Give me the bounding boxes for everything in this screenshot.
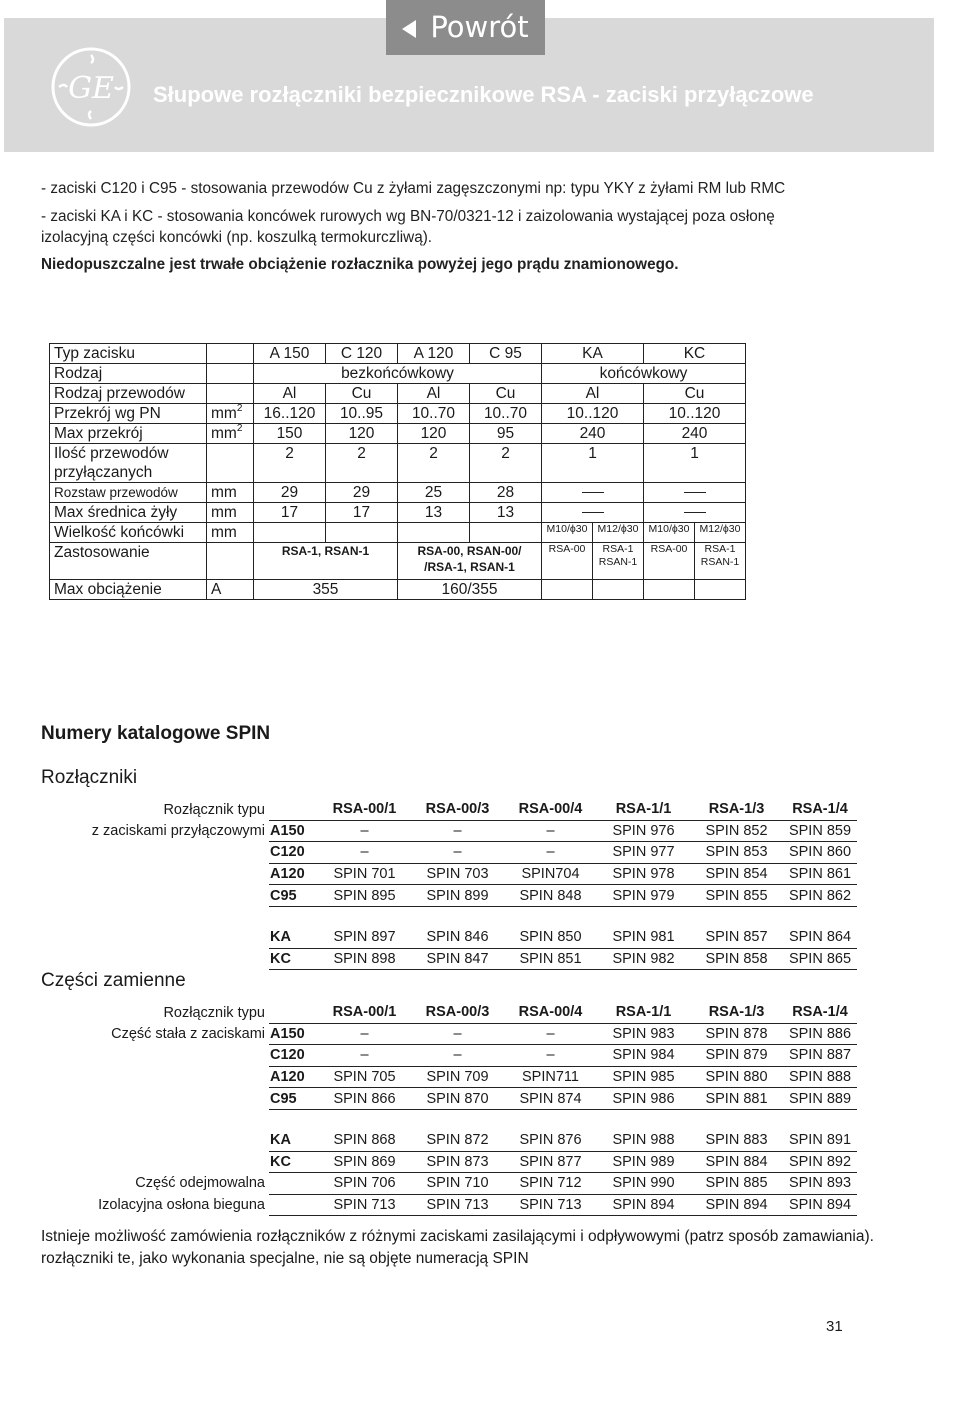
catalog-cell: SPIN 878 — [690, 1023, 783, 1045]
catalog-cell: SPIN 709 — [411, 1066, 504, 1088]
catalog-cell: SPIN 847 — [411, 948, 504, 970]
spec-cell: 10..120 — [542, 404, 644, 424]
catalog-cell: SPIN 852 — [690, 820, 783, 842]
catalog-cell: – — [504, 1045, 597, 1067]
spec-row-zastosowanie — [50, 543, 746, 580]
table-row — [70, 1023, 857, 1045]
catalog-cell: SPIN 710 — [411, 1173, 504, 1195]
catalog-cell: SPIN 855 — [690, 885, 783, 907]
catalog-table-spare-parts — [70, 1002, 857, 1216]
catalog-cell: SPIN 985 — [597, 1066, 690, 1088]
table-row — [70, 927, 857, 948]
catalog-cell: SPIN 869 — [318, 1151, 411, 1173]
table-row — [70, 1088, 857, 1110]
spec-row-przekroj — [50, 404, 746, 424]
spec-cell: KA — [542, 344, 644, 364]
spec-unit: A — [207, 580, 254, 600]
spec-cell: A 120 — [398, 344, 470, 364]
spec-unit: mm — [207, 523, 254, 543]
catalog-cell: SPIN 858 — [690, 948, 783, 970]
dash-mark — [582, 492, 604, 493]
catalog-heading: Numery katalogowe SPIN — [41, 723, 271, 744]
back-arrow-icon — [402, 20, 416, 38]
spec-label: Rodzaj — [50, 364, 207, 384]
back-button-label: Powrót — [430, 10, 529, 44]
spec-cell: M10/ϕ30 — [644, 523, 695, 543]
catalog-cell: SPIN 895 — [318, 885, 411, 907]
spec-row-obciazenie — [50, 580, 746, 600]
catalog-cell: SPIN 877 — [504, 1151, 597, 1173]
catalog-cell: SPIN 977 — [597, 842, 690, 864]
spec-cell: M12/ϕ30 — [695, 523, 746, 543]
spec-cell: Al — [542, 384, 644, 404]
column-header: RSA-00/1 — [318, 799, 411, 820]
spec-row-wielkosc — [50, 523, 746, 543]
spec-label: Typ zacisku — [50, 344, 207, 364]
spec-cell: 16..120 — [254, 404, 326, 424]
spec-cell: 28 — [470, 483, 542, 503]
spec-cell: M12/ϕ30 — [593, 523, 644, 543]
terminal-code: C95 — [269, 885, 318, 907]
catalog-cell: SPIN 874 — [504, 1088, 597, 1110]
spec-cell: RSA-00 — [644, 543, 695, 580]
terminal-code: C120 — [269, 1045, 318, 1067]
catalog-cell: SPIN 712 — [504, 1173, 597, 1195]
spec-cell: 240 — [644, 424, 746, 444]
page-title: Słupowe rozłączniki bezpiecznikowe RSA - zaciski przyłączowe — [153, 82, 814, 107]
spec-cell-dash — [644, 503, 746, 523]
spec-row-max-przekroj — [50, 424, 746, 444]
spec-label: Przekrój wg PN — [50, 404, 207, 424]
table-row — [70, 885, 857, 907]
table-row — [70, 842, 857, 864]
row-label: Rozłącznik typu — [163, 801, 265, 818]
row-label: z zaciskami przyłączowymi — [91, 822, 265, 839]
catalog-cell: SPIN 981 — [597, 927, 690, 948]
spec-label-line: Ilość przewodów — [54, 445, 169, 462]
spec-cell: 17 — [254, 503, 326, 523]
table-row — [70, 1173, 857, 1195]
column-header: RSA-1/3 — [690, 1002, 783, 1023]
terminal-code: A150 — [269, 1023, 318, 1045]
spec-cell: 10..70 — [398, 404, 470, 424]
catalog-header-row — [70, 799, 857, 820]
catalog-cell: SPIN 703 — [411, 863, 504, 885]
row-label: Część odejmowalna — [135, 1175, 265, 1192]
spec-label: Zastosowanie — [50, 543, 207, 580]
catalog-cell: SPIN 876 — [504, 1130, 597, 1151]
spec-row-ilosc — [50, 444, 746, 483]
catalog-cell: SPIN 846 — [411, 927, 504, 948]
spec-cell: A 150 — [254, 344, 326, 364]
table-row — [70, 1066, 857, 1088]
spec-cell: RSA-00 — [542, 543, 593, 580]
table-row — [70, 820, 857, 842]
catalog-cell: SPIN711 — [504, 1066, 597, 1088]
catalog-cell: – — [318, 1023, 411, 1045]
catalog-cell: SPIN 899 — [411, 885, 504, 907]
cell-line: /RSA-1, RSAN-1 — [424, 560, 515, 574]
spec-label: Rozstaw przewodów — [50, 483, 207, 503]
spec-label: Max przekrój — [50, 424, 207, 444]
terminal-code: KC — [269, 1151, 318, 1173]
catalog-cell: – — [504, 820, 597, 842]
spec-cell: 29 — [326, 483, 398, 503]
cell-line: RSA-00, RSAN-00/ — [417, 544, 522, 558]
footer-note: Istnieje możliwość zamówienia rozłączników z różnymi zaciskami zasilającymi i odpływowymi (patrz sposób zamawiania). rozłączniki te, jako wykonania specjalne, nie są objęte numeracją SPIN — [41, 1228, 874, 1267]
spec-table — [49, 343, 746, 600]
catalog-cell: SPIN 879 — [690, 1045, 783, 1067]
spec-cell: 150 — [254, 424, 326, 444]
spec-cell: 25 — [398, 483, 470, 503]
catalog-cell: SPIN 848 — [504, 885, 597, 907]
catalog-cell: SPIN 894 — [783, 1194, 857, 1216]
catalog-cell: SPIN 886 — [783, 1023, 857, 1045]
terminal-code: A150 — [269, 820, 318, 842]
catalog-cell: – — [318, 820, 411, 842]
spec-unit — [207, 424, 254, 444]
section-heading-switches: Rozłączniki — [41, 767, 138, 788]
catalog-cell: SPIN 884 — [690, 1151, 783, 1173]
cell-line: RSAN-1 — [700, 556, 740, 568]
catalog-cell: SPIN 976 — [597, 820, 690, 842]
column-header: RSA-1/4 — [783, 1002, 857, 1023]
catalog-cell: SPIN 851 — [504, 948, 597, 970]
catalog-cell: – — [411, 842, 504, 864]
catalog-cell: SPIN 894 — [597, 1194, 690, 1216]
spec-cell: Cu — [644, 384, 746, 404]
catalog-cell: SPIN 887 — [783, 1045, 857, 1067]
catalog-cell: SPIN 893 — [783, 1173, 857, 1195]
row-label: Rozłącznik typu — [163, 1004, 265, 1021]
spec-cell: 2 — [254, 444, 326, 483]
intro-line-1: - zaciski C120 i C95 - stosowania przewodów Cu z żyłami zagęszczonymi np: typu YKY z żyłami RM lub RMC — [41, 180, 786, 197]
catalog-cell: SPIN 881 — [690, 1088, 783, 1110]
catalog-cell: SPIN 982 — [597, 948, 690, 970]
table-row — [70, 1045, 857, 1067]
spec-cell: Cu — [326, 384, 398, 404]
column-header: RSA-1/3 — [690, 799, 783, 820]
spec-label-line: przyłączanych — [54, 464, 153, 481]
catalog-cell: SPIN 989 — [597, 1151, 690, 1173]
catalog-cell: SPIN 705 — [318, 1066, 411, 1088]
catalog-cell: SPIN 706 — [318, 1173, 411, 1195]
catalog-cell: SPIN 859 — [783, 820, 857, 842]
cell-line: RSAN-1 — [598, 556, 638, 568]
table-row — [70, 1130, 857, 1151]
svg-text:GE: GE — [68, 71, 114, 106]
catalog-cell: SPIN 713 — [411, 1194, 504, 1216]
terminal-code: A120 — [269, 863, 318, 885]
terminal-code: KA — [269, 927, 318, 948]
column-header: RSA-1/1 — [597, 799, 690, 820]
spec-cell: RSA-1, RSAN-1 — [254, 543, 398, 580]
spec-cell: 29 — [254, 483, 326, 503]
spec-unit — [207, 404, 254, 424]
spec-label — [50, 444, 207, 483]
catalog-cell: SPIN 861 — [783, 863, 857, 885]
spec-cell: bezkońcówkowy — [254, 364, 542, 384]
table-row — [70, 1194, 857, 1216]
spec-cell: 2 — [398, 444, 470, 483]
catalog-cell: SPIN 880 — [690, 1066, 783, 1088]
column-header: RSA-00/4 — [504, 799, 597, 820]
spec-cell: Al — [398, 384, 470, 404]
spec-label: Rodzaj przewodów — [50, 384, 207, 404]
column-header: RSA-00/4 — [504, 1002, 597, 1023]
terminal-code: KA — [269, 1130, 318, 1151]
spec-cell: 10..70 — [470, 404, 542, 424]
spec-cell: C 120 — [326, 344, 398, 364]
section-heading-spare-parts: Części zamienne — [41, 970, 186, 991]
spec-cell-dash — [542, 503, 644, 523]
catalog-cell: SPIN 986 — [597, 1088, 690, 1110]
spec-cell: Cu — [470, 384, 542, 404]
column-header: RSA-00/3 — [411, 799, 504, 820]
ge-logo — [50, 46, 132, 128]
column-header: RSA-1/1 — [597, 1002, 690, 1023]
spec-cell: 120 — [326, 424, 398, 444]
catalog-cell: SPIN 860 — [783, 842, 857, 864]
dash-mark — [684, 512, 706, 513]
spec-row-typ — [50, 344, 746, 364]
spec-cell-dash — [644, 483, 746, 503]
spec-cell: 160/355 — [398, 580, 542, 600]
column-header: RSA-1/4 — [783, 799, 857, 820]
catalog-cell: – — [411, 1023, 504, 1045]
catalog-cell: SPIN 870 — [411, 1088, 504, 1110]
spec-cell: 120 — [398, 424, 470, 444]
terminal-code: C120 — [269, 842, 318, 864]
catalog-cell: SPIN 889 — [783, 1088, 857, 1110]
catalog-cell: – — [411, 820, 504, 842]
catalog-cell: SPIN 892 — [783, 1151, 857, 1173]
catalog-cell: SPIN 862 — [783, 885, 857, 907]
spec-row-przewod — [50, 384, 746, 404]
intro-line-3: izolacyjną części koncówki (np. koszulką termokurczliwą). — [41, 229, 433, 246]
terminal-code: A120 — [269, 1066, 318, 1088]
spec-label: Wielkość końcówki — [50, 523, 207, 543]
catalog-cell: SPIN 713 — [318, 1194, 411, 1216]
catalog-cell: SPIN 978 — [597, 863, 690, 885]
spec-cell: 17 — [326, 503, 398, 523]
catalog-cell: SPIN 701 — [318, 863, 411, 885]
unit-sup: 2 — [236, 403, 243, 414]
spec-cell: 355 — [254, 580, 398, 600]
spec-label: Max obciążenie — [50, 580, 207, 600]
table-row — [70, 863, 857, 885]
catalog-cell: SPIN 897 — [318, 927, 411, 948]
catalog-cell: SPIN 990 — [597, 1173, 690, 1195]
row-label: Część stała z zaciskami — [111, 1025, 265, 1042]
dash-mark — [582, 512, 604, 513]
spec-cell: 240 — [542, 424, 644, 444]
spec-cell: 1 — [542, 444, 644, 483]
catalog-cell: SPIN 888 — [783, 1066, 857, 1088]
spec-cell: Al — [254, 384, 326, 404]
catalog-cell: SPIN 866 — [318, 1088, 411, 1110]
catalog-cell: SPIN 988 — [597, 1130, 690, 1151]
catalog-cell: SPIN 857 — [690, 927, 783, 948]
catalog-cell: SPIN 873 — [411, 1151, 504, 1173]
spec-unit: mm — [207, 503, 254, 523]
spec-cell-dash — [542, 483, 644, 503]
catalog-cell: SPIN 865 — [783, 948, 857, 970]
catalog-header-row — [70, 1002, 857, 1023]
spec-cell: 10..95 — [326, 404, 398, 424]
column-header: RSA-00/3 — [411, 1002, 504, 1023]
spec-cell: 95 — [470, 424, 542, 444]
catalog-cell: SPIN 853 — [690, 842, 783, 864]
page-number: 31 — [826, 1318, 843, 1335]
catalog-cell: SPIN 894 — [690, 1194, 783, 1216]
column-header: RSA-00/1 — [318, 1002, 411, 1023]
spec-cell — [593, 543, 644, 580]
catalog-cell: SPIN 984 — [597, 1045, 690, 1067]
spec-cell: 13 — [470, 503, 542, 523]
spec-cell: 10..120 — [644, 404, 746, 424]
catalog-cell: SPIN 713 — [504, 1194, 597, 1216]
spec-cell: końcówkowy — [542, 364, 746, 384]
table-row — [70, 948, 857, 970]
catalog-cell: – — [504, 842, 597, 864]
spec-cell — [695, 543, 746, 580]
catalog-cell: SPIN704 — [504, 863, 597, 885]
dash-mark — [684, 492, 706, 493]
spec-cell: C 95 — [470, 344, 542, 364]
spec-row-rozstaw — [50, 483, 746, 503]
spec-cell: M10/ϕ30 — [542, 523, 593, 543]
catalog-cell: SPIN 872 — [411, 1130, 504, 1151]
catalog-cell: – — [504, 1023, 597, 1045]
terminal-code: C95 — [269, 1088, 318, 1110]
catalog-cell: SPIN 850 — [504, 927, 597, 948]
catalog-cell: SPIN 868 — [318, 1130, 411, 1151]
catalog-cell: – — [318, 1045, 411, 1067]
terminal-code: KC — [269, 948, 318, 970]
spec-cell: 1 — [644, 444, 746, 483]
spec-cell: 2 — [470, 444, 542, 483]
cell-line: RSA-1 — [602, 543, 634, 555]
spec-row-rodzaj — [50, 364, 746, 384]
spec-row-srednica — [50, 503, 746, 523]
catalog-cell: SPIN 891 — [783, 1130, 857, 1151]
unit-sup: 2 — [236, 423, 243, 434]
spec-cell: KC — [644, 344, 746, 364]
table-row — [70, 1151, 857, 1173]
spec-cell: 13 — [398, 503, 470, 523]
catalog-cell: SPIN 983 — [597, 1023, 690, 1045]
unit-text: mm — [211, 425, 237, 442]
catalog-cell: – — [318, 842, 411, 864]
catalog-cell: SPIN 898 — [318, 948, 411, 970]
row-label: Izolacyjna osłona bieguna — [98, 1197, 265, 1214]
catalog-table-switches — [70, 799, 857, 970]
catalog-cell: SPIN 854 — [690, 863, 783, 885]
catalog-cell: SPIN 885 — [690, 1173, 783, 1195]
spec-cell — [398, 543, 542, 580]
catalog-cell: SPIN 883 — [690, 1130, 783, 1151]
catalog-cell: SPIN 864 — [783, 927, 857, 948]
spec-cell: 2 — [326, 444, 398, 483]
catalog-cell: – — [411, 1045, 504, 1067]
spec-unit: mm — [207, 483, 254, 503]
warning-text: Niedopuszczalne jest trwałe obciążenie rozłacznika powyżej jego prądu znamionowego. — [41, 256, 679, 273]
intro-line-2: - zaciski KA i KC - stosowania koncówek rurowych wg BN-70/0321-12 i zaizolowania wystającej poza osłonę — [41, 208, 775, 225]
unit-text: mm — [211, 405, 237, 422]
catalog-cell: SPIN 979 — [597, 885, 690, 907]
cell-line: RSA-1 — [704, 543, 736, 555]
back-button[interactable] — [386, 0, 545, 55]
spec-label: Max średnica żyły — [50, 503, 207, 523]
